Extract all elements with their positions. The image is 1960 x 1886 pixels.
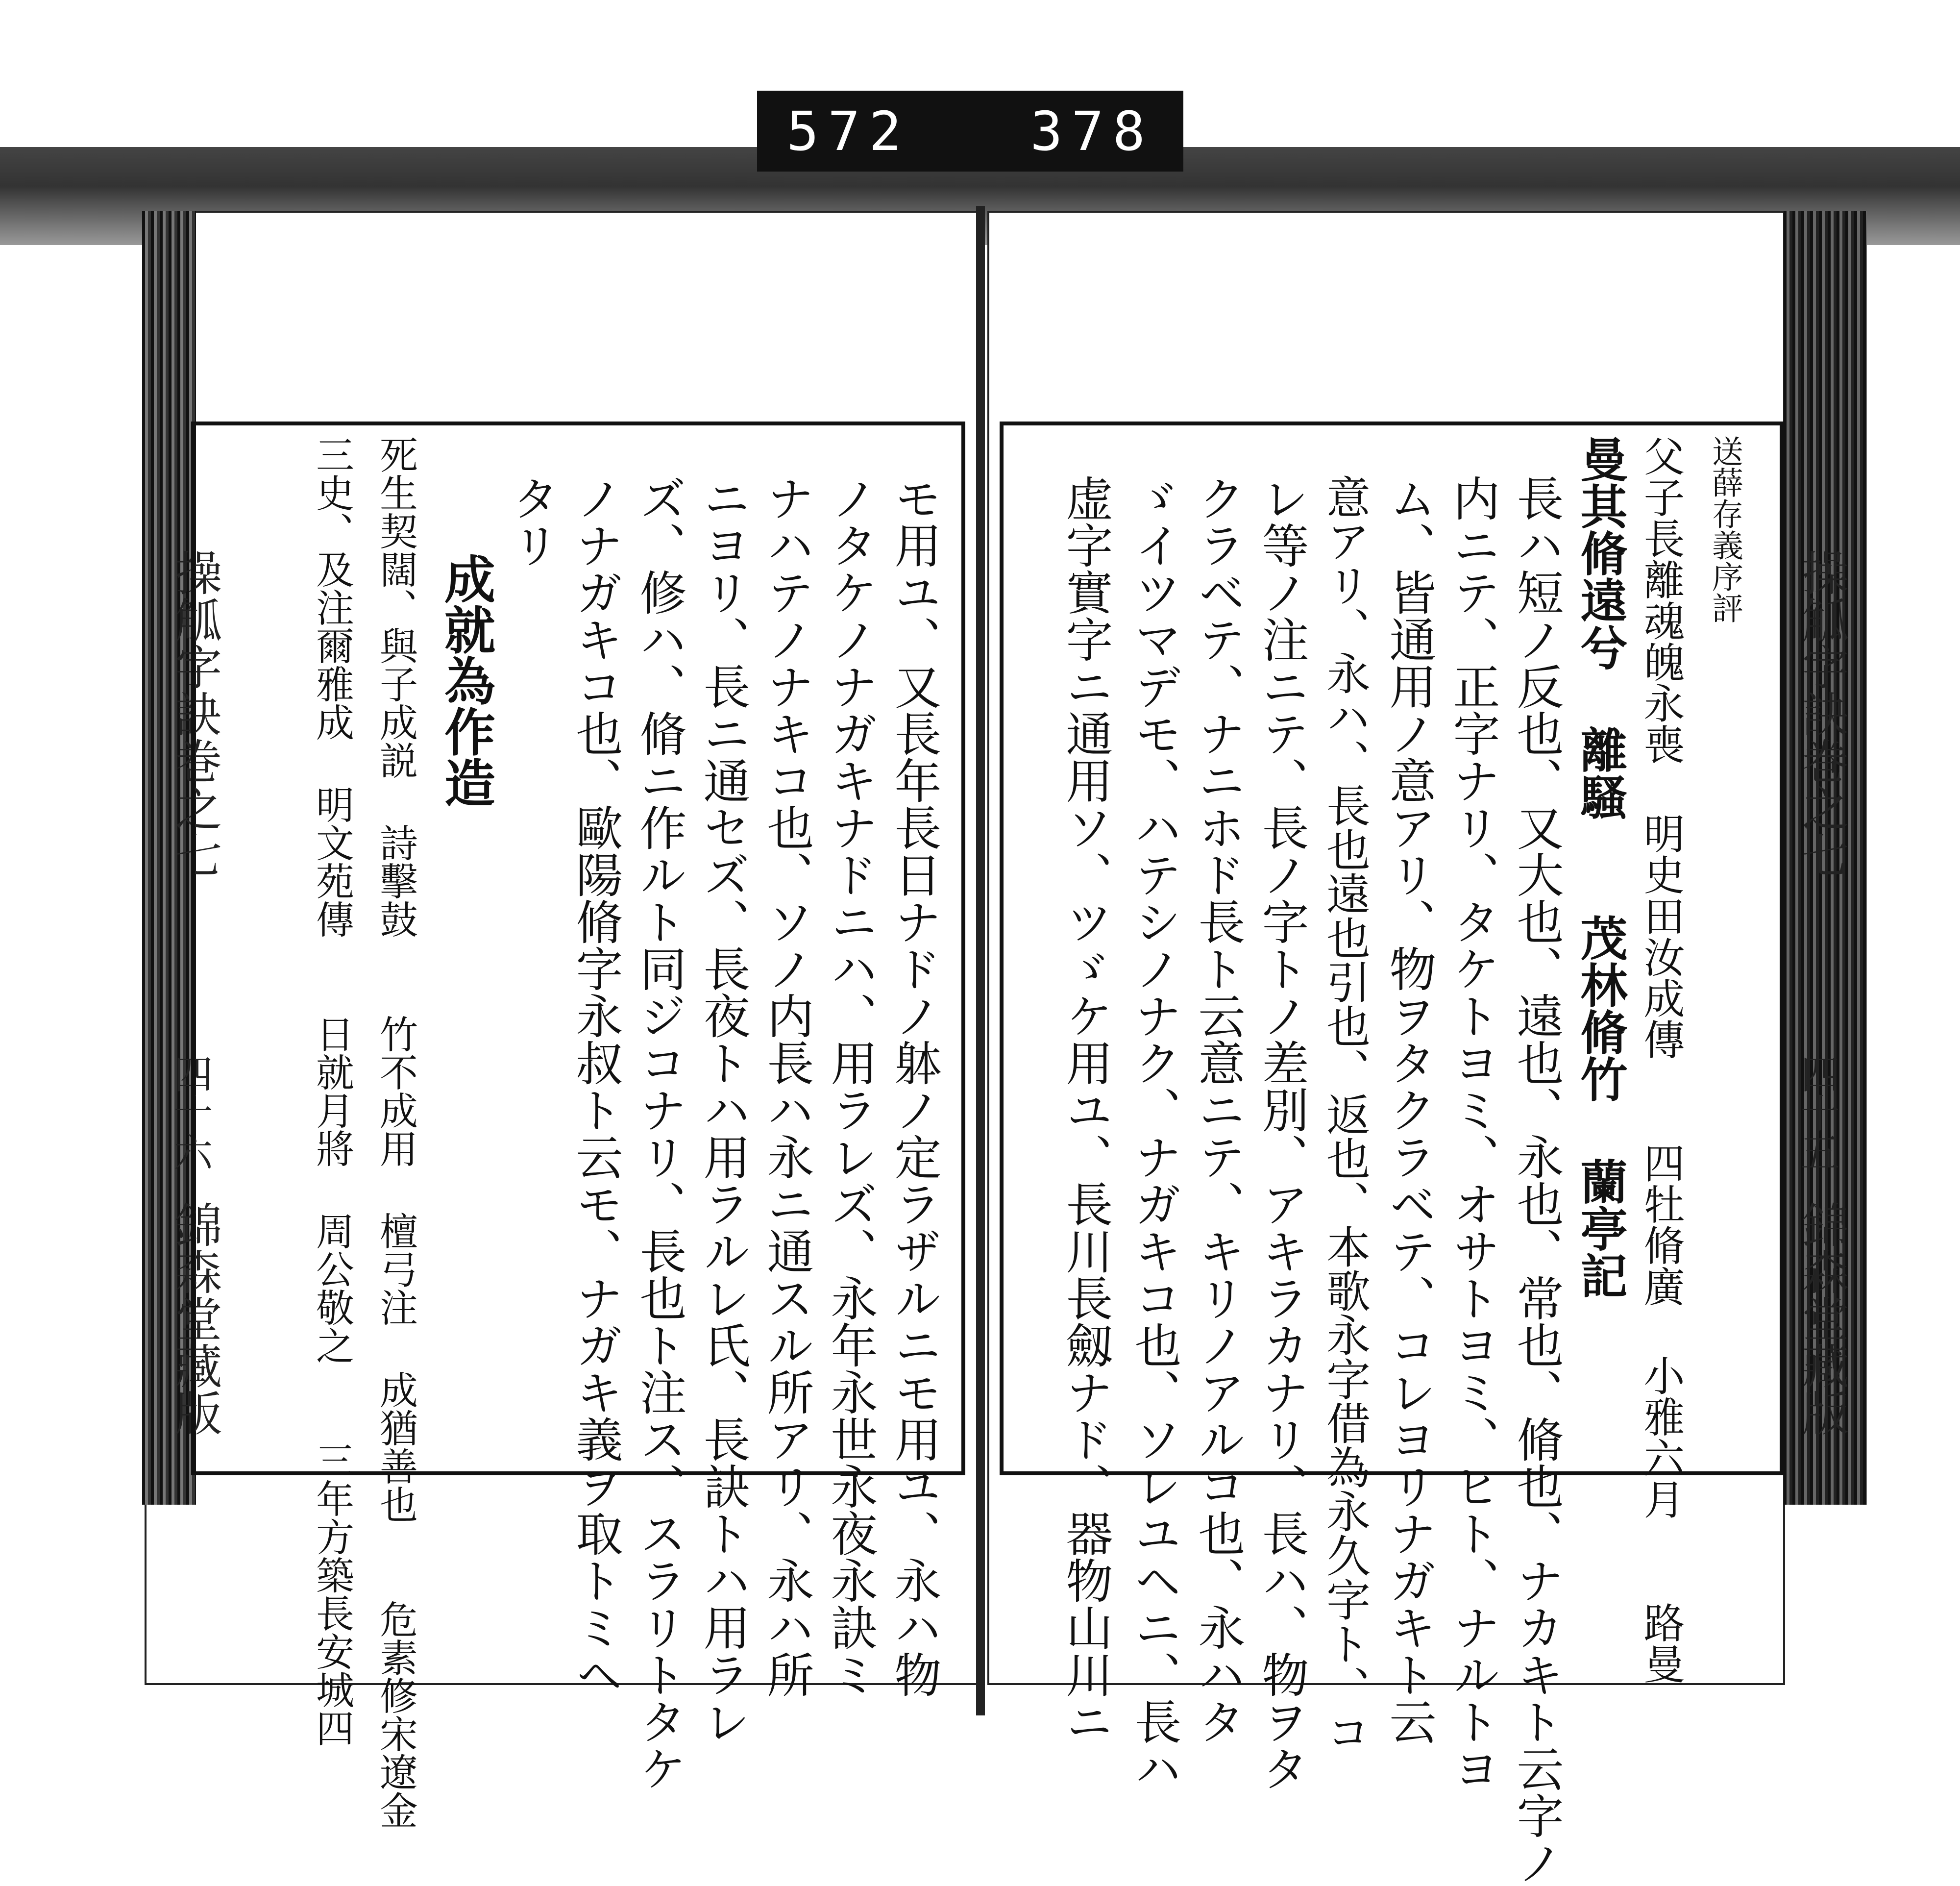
right-margin-title: 操觚字訣巻之七	[1794, 549, 1849, 878]
left-text-frame	[191, 422, 965, 1829]
text-column: ゞイツマデモ、ハテシノナク、ナガキコ也、ソレユヘニ、長ハ	[1127, 474, 1182, 1792]
text-column: 虚字實字ニ通用ソ、ツゞケ用ユ、長川長劔ナド、器物山川ニ	[1058, 474, 1113, 1745]
text-column: 父子長離魂魄永喪 明史田汝成傳 四牡脩廣 小雅六月 路曼	[1637, 435, 1685, 1684]
left-margin-folio: 四十六	[167, 1054, 213, 1171]
archive-number-label	[757, 91, 1183, 172]
text-column: ノナガキコ也、歐陽脩字永叔ト云モ、ナガキ義ヲ取トミヘ	[568, 474, 623, 1698]
left-margin-publisher: 錦森堂藏版	[168, 1201, 222, 1436]
text-column: ニヨリ、長ニ通セズ、長夜トハ用ラルレ氏、長訣トハ用ラレ	[696, 474, 751, 1745]
text-column: 曼其脩遠兮 離騷 茂林脩竹 蘭亭記	[1573, 435, 1628, 1299]
text-column: 長ハ短ノ反也、又大也、遠也、永也、常也、脩也、ナカキト云字ノ	[1509, 474, 1564, 1886]
text-column: 三史、及注爾雅成 明文苑傳 日就月將 周公敬之 三年方築長安城四	[310, 435, 354, 1747]
text-column: ム、皆通用ノ意アリ、物ヲタクラベテ、コレヨリナガキト云	[1382, 474, 1437, 1745]
text-column: 死生契闊、與子成説 詩擊鼓 竹不成用 檀弓注 成猶善也 危素修宋遼金	[373, 435, 417, 1829]
text-column: 意アリ、永ハ、長也遠也引也、返也、本歌永字借為永久字ト、コ	[1319, 474, 1370, 1754]
right-margin-publisher: 錦森堂藏版	[1794, 1201, 1849, 1436]
book-spine	[976, 206, 985, 1715]
text-column: ノタケノナガキナドニハ、用ラレズ、永年永世永夜永訣ミ	[823, 474, 878, 1698]
text-column: ズ、修ハ、脩ニ作ルト同ジコナリ、長也ト注ス、スラリトタケ	[632, 474, 687, 1792]
right-text-frame	[1000, 422, 1784, 1886]
text-column: ナハテノナキコ也、ソノ内長ハ永ニ通スル所アリ、永ハ所	[760, 474, 814, 1698]
label-right-number: 378	[1030, 99, 1154, 163]
text-column: レ等ノ注ニテ、長ノ字トノ差別、アキラカナリ、長ハ、物ヲタ	[1254, 474, 1309, 1792]
left-margin-title: 操觚字訣巻之七	[168, 549, 222, 878]
section-heading: 成就為作造	[436, 553, 496, 808]
text-column: タリ	[505, 474, 560, 569]
text-column: 内ニテ、正字ナリ、タケトヨミ、オサトヨミ、ヒト、ナルトヨ	[1446, 474, 1500, 1792]
label-left-number: 572	[786, 99, 910, 163]
text-column: モ用ユ、又長年長日ナドノ躰ノ定ラザルニモ用ユ、永ハ物	[887, 474, 942, 1698]
right-margin-folio: 四十五	[1794, 1054, 1839, 1171]
text-column: 送薛存義序評	[1707, 435, 1743, 623]
text-column: クラベテ、ナニホド長ト云意ニテ、キリノアルコ也、永ハタ	[1191, 474, 1246, 1745]
